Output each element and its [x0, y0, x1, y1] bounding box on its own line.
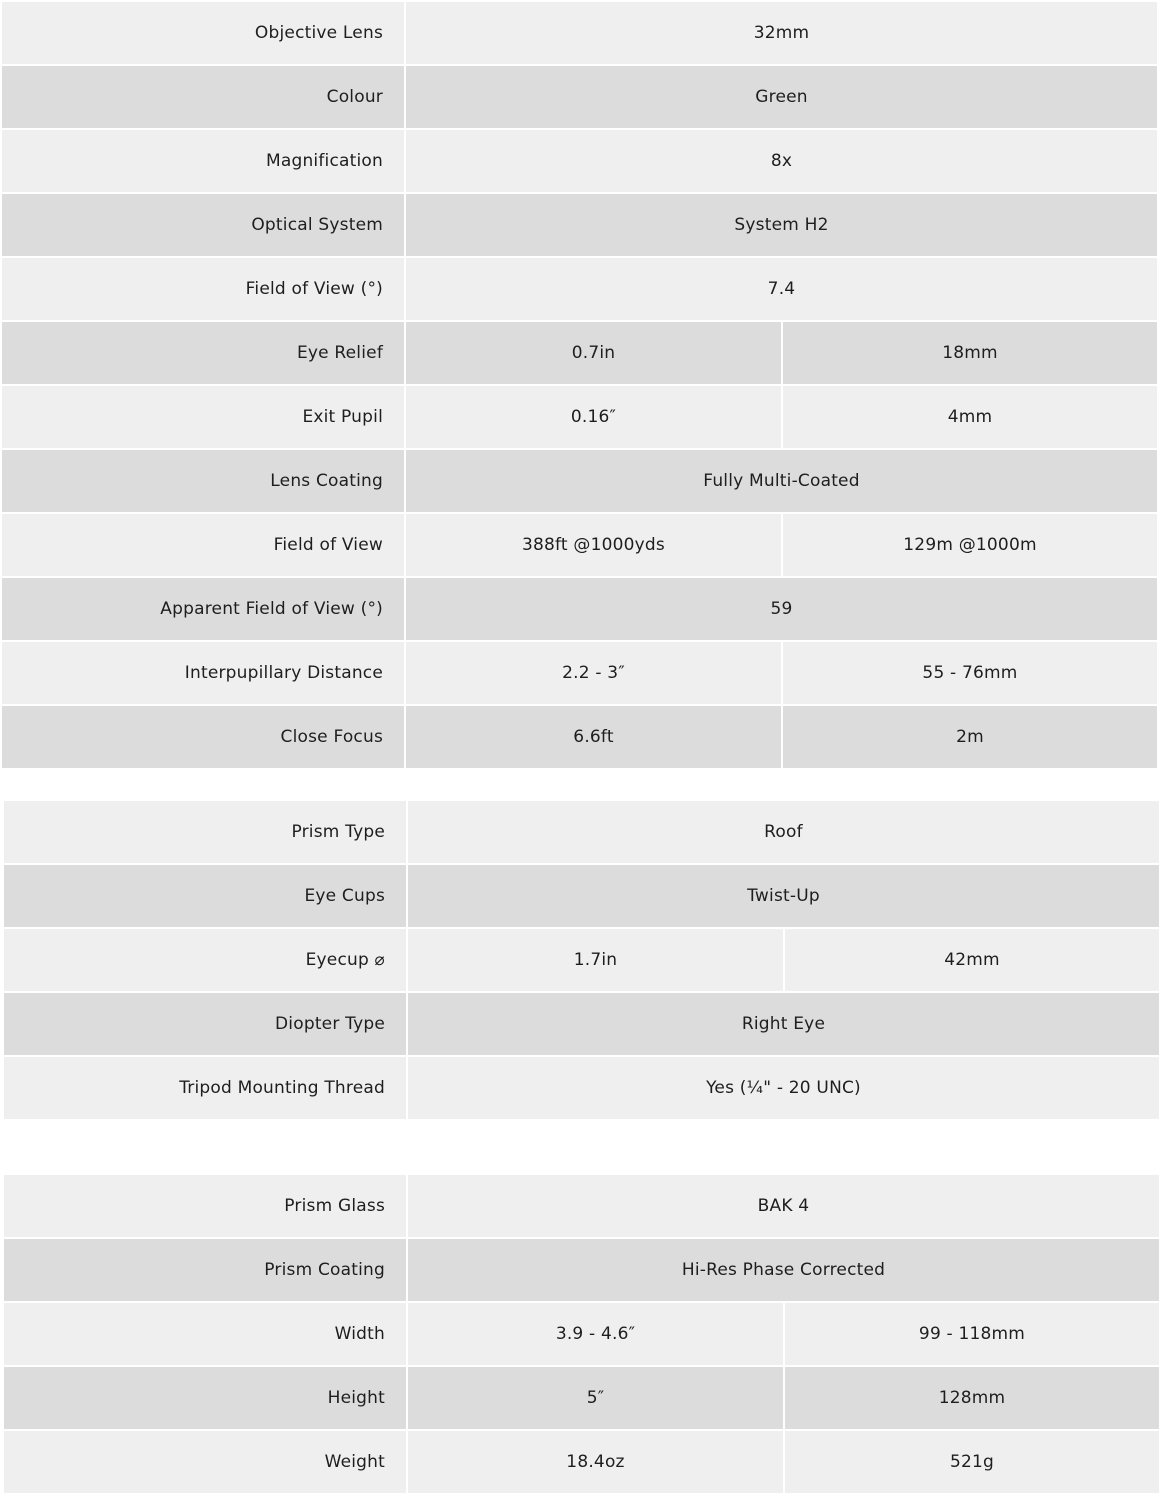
spec-label: Eye Relief [2, 322, 404, 384]
spec-value: 8x [406, 130, 1157, 192]
spec-label: Height [4, 1367, 406, 1429]
spec-label: Optical System [2, 194, 404, 256]
spec-value: System H2 [406, 194, 1157, 256]
spec-label: Tripod Mounting Thread [4, 1057, 406, 1119]
spec-label: Colour [2, 66, 404, 128]
spec-label: Eyecup ⌀ [4, 929, 406, 991]
spec-value: Roof [408, 801, 1159, 863]
spec-value: Fully Multi-Coated [406, 450, 1157, 512]
spec-label: Magnification [2, 130, 404, 192]
spec-label: Close Focus [2, 706, 404, 768]
spec-value-metric: 521g [785, 1431, 1159, 1493]
spec-label: Diopter Type [4, 993, 406, 1055]
spec-value: 32mm [406, 2, 1157, 64]
spec-value-imperial: 3.9 - 4.6″ [408, 1303, 783, 1365]
spec-value: Yes (¼" - 20 UNC) [408, 1057, 1159, 1119]
spec-label: Field of View (°) [2, 258, 404, 320]
spec-value-metric: 18mm [783, 322, 1157, 384]
spec-value-imperial: 6.6ft [406, 706, 781, 768]
spec-value-imperial: 18.4oz [408, 1431, 783, 1493]
spec-value-metric: 99 - 118mm [785, 1303, 1159, 1365]
specs-table-physical [4, 1175, 1159, 1493]
spec-label: Apparent Field of View (°) [2, 578, 404, 640]
spec-value-imperial: 0.7in [406, 322, 781, 384]
spec-value: BAK 4 [408, 1175, 1159, 1237]
spec-label: Objective Lens [2, 2, 404, 64]
spec-label: Interpupillary Distance [2, 642, 404, 704]
spec-value-imperial: 1.7in [408, 929, 783, 991]
spec-value-metric: 128mm [785, 1367, 1159, 1429]
spec-value-imperial: 5″ [408, 1367, 783, 1429]
spec-value-metric: 55 - 76mm [783, 642, 1157, 704]
spec-label: Prism Coating [4, 1239, 406, 1301]
spec-value-metric: 4mm [783, 386, 1157, 448]
spec-label: Exit Pupil [2, 386, 404, 448]
spec-value: 7.4 [406, 258, 1157, 320]
spec-value-metric: 2m [783, 706, 1157, 768]
spec-value: Hi-Res Phase Corrected [408, 1239, 1159, 1301]
spec-value: Twist-Up [408, 865, 1159, 927]
spec-value-metric: 42mm [785, 929, 1159, 991]
spec-label: Width [4, 1303, 406, 1365]
spec-label: Field of View [2, 514, 404, 576]
spec-label: Lens Coating [2, 450, 404, 512]
spec-value-imperial: 0.16″ [406, 386, 781, 448]
spec-value: 59 [406, 578, 1157, 640]
spec-value: Right Eye [408, 993, 1159, 1055]
spec-value: Green [406, 66, 1157, 128]
spec-label: Prism Type [4, 801, 406, 863]
spec-label: Eye Cups [4, 865, 406, 927]
spec-value-metric: 129m @1000m [783, 514, 1157, 576]
spec-value-imperial: 388ft @1000yds [406, 514, 781, 576]
spec-value-imperial: 2.2 - 3″ [406, 642, 781, 704]
specs-table-optics [2, 2, 1157, 768]
specs-table-body [4, 801, 1159, 1119]
spec-label: Weight [4, 1431, 406, 1493]
spec-label: Prism Glass [4, 1175, 406, 1237]
